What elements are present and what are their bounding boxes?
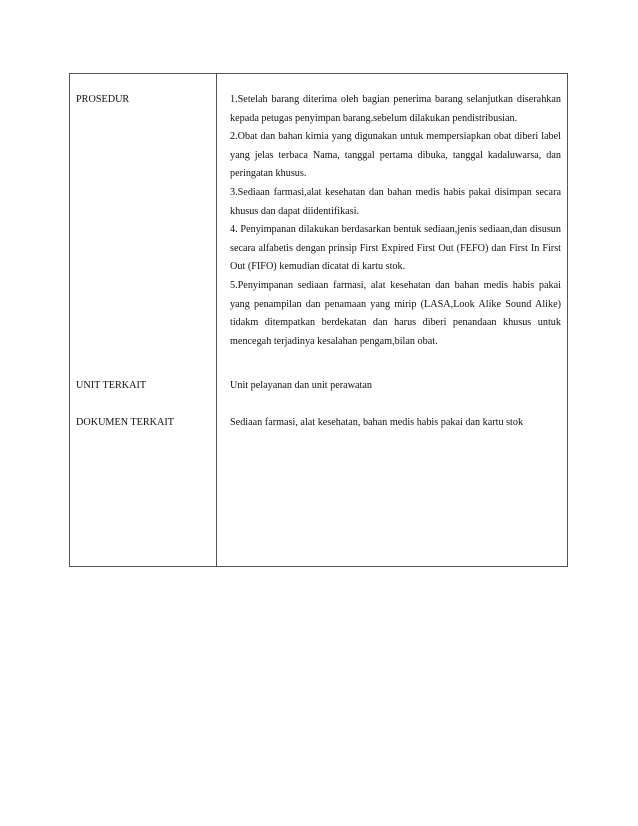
unit-terkait-value: Unit pelayanan dan unit perawatan xyxy=(230,380,373,391)
dokumen-terkait-label: DOKUMEN TERKAIT xyxy=(76,417,174,428)
unit-terkait-label: UNIT TERKAIT xyxy=(76,380,147,391)
prosedur-step-3: 3.Sediaan farmasi,alat kesehatan dan bahan medis habis pakai disimpan secara khusus dan dapat diidentifikasi. xyxy=(230,186,561,217)
prosedur-step-5: 5.Penyimpanan sediaan farmasi, alat kesehatan dan bahan medis habis pakai yang penampilan dan penamaan yang mirip (LASA,Look Alike Sound Alike) tidakm ditempatkan berdekatan dan harus diberi penandaan khusus untuk mencegah terjadinya kesalahan pengam,bilan obat. xyxy=(230,279,561,347)
procedure-table xyxy=(69,73,568,567)
prosedur-step-1: 1.Setelah barang diterima oleh bagian penerima barang selanjutkan diserahkan kepada petugas penyimpan barang.sebelum dilakukan pendistribusian. xyxy=(230,94,561,124)
prosedur-content xyxy=(230,91,561,351)
column-divider xyxy=(216,74,217,566)
prosedur-step-4: 4. Penyimpanan dilakukan berdasarkan bentuk sediaan,jenis sediaan,dan disusun secara alfabetis dengan prinsip First Expired First Out (FEFO) dan First In First Out (FIFO) kemudian dicatat di kartu stok. xyxy=(230,224,561,273)
prosedur-label: PROSEDUR xyxy=(76,94,130,105)
prosedur-step-2: 2.Obat dan bahan kimia yang digunakan untuk mempersiapkan obat diberi label yang jelas terbaca Nama, tanggal pertama dibuka, tanggal kadaluwarsa, dan peringatan khusus. xyxy=(230,131,561,180)
dokumen-terkait-value: Sediaan farmasi, alat kesehatan, bahan medis habis pakai dan kartu stok xyxy=(230,417,524,428)
